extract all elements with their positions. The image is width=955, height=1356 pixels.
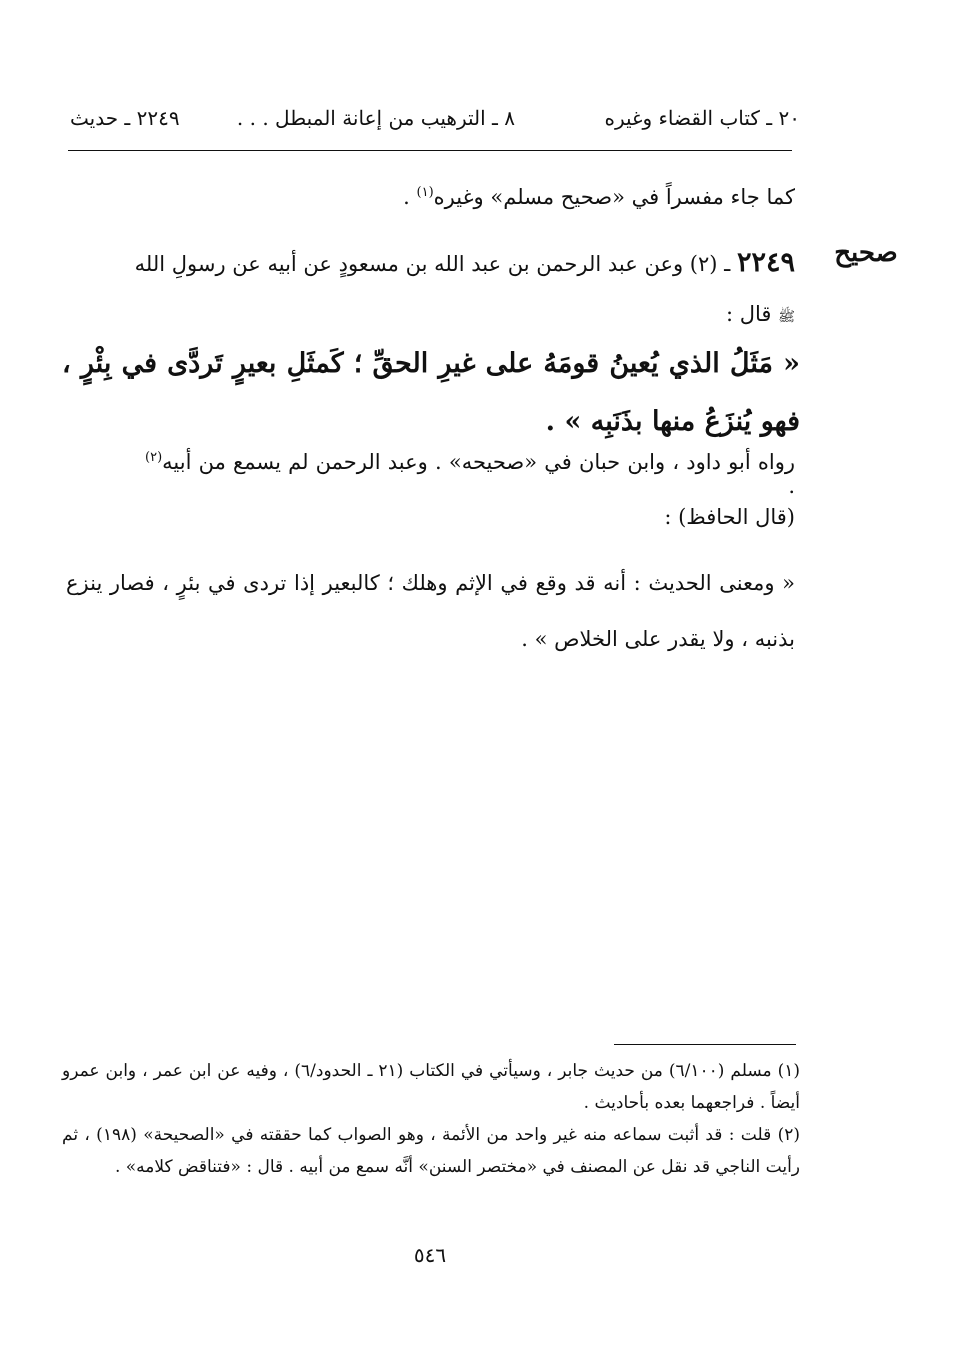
header-section: ٨ ـ الترهيب من إعانة المبطل . . . [236, 106, 515, 130]
footnote-mark-1[interactable]: (١) [416, 185, 434, 200]
footnote-2: (٢) قلت : قد أثبت سماعه منه غير واحد من الأئمة ، وهو الصواب كما حققته في «الصحيحة» (١٩٨) ، ثم رأيت الناجي قد نقل عن المصنف في «مختصر السنن» أنَّه سمع من أبيه . قال : «فتناقض كلامه» . [62, 1125, 800, 1177]
intro-paragraph [145, 185, 795, 209]
narration-end: . [788, 474, 795, 498]
intro-text: كما جاء مفسراً في «صحيح مسلم» وغيره [433, 185, 795, 209]
hadith-chain: ـ (٢) وعن عبد الرحمن بن عبد الله بن مسعودٍ عن أبيه عن رسولِ الله [134, 252, 737, 276]
footnote-divider [614, 1044, 796, 1045]
narration-paragraph [145, 450, 795, 498]
footnotes [62, 1055, 800, 1183]
hadith-grade: صحيح [834, 238, 898, 268]
pbuh-glyph: ﷺ [778, 309, 795, 325]
hadith-said: قال : [725, 302, 779, 326]
header-divider [68, 150, 792, 151]
footnote-1: (١) مسلم (٦/١٠٠) من حديث جابر ، وسيأتي في الكتاب (٢١ ـ الحدود/٦) ، وفيه عن ابن عمر ، وابن عمرو أيضاً . فراجعهما بعده بأحاديث . [62, 1061, 800, 1113]
footnote-mark-2[interactable]: (٢) [145, 450, 163, 465]
hadith-chain-paragraph [68, 238, 795, 342]
header-chapter: ٢٠ ـ كتاب القضاء وغيره [604, 106, 800, 130]
hafiz-label: (قال الحافظ) : [664, 505, 795, 529]
hadith-text: « مَثَلُ الذي يُعينُ قومَهُ على غيرِ الحقِّ ؛ كَمثَلِ بعيرٍ تَردَّى في بِئْرٍ ، فهو يُنزَعُ منها بذَنَبِه » . [62, 348, 800, 437]
hafiz-commentary: « ومعنى الحديث : أنه قد وقع في الإثم وهلك ؛ كالبعير إذا تردى في بئرٍ ، فصار ينزع بذنبه ، ولا يقدر على الخلاص » . [66, 571, 795, 651]
intro-end: . [403, 185, 417, 209]
hadith-number: ٢٢٤٩ [736, 247, 795, 278]
narration-text: رواه أبو داود ، وابن حبان في «صحيحه» . وعبد الرحمن لم يسمع من أبيه [162, 450, 795, 474]
running-header [70, 100, 800, 140]
header-hadith-ref: ٢٢٤٩ ـ حديث [70, 106, 180, 130]
page-number: ٥٤٦ [413, 1243, 447, 1267]
